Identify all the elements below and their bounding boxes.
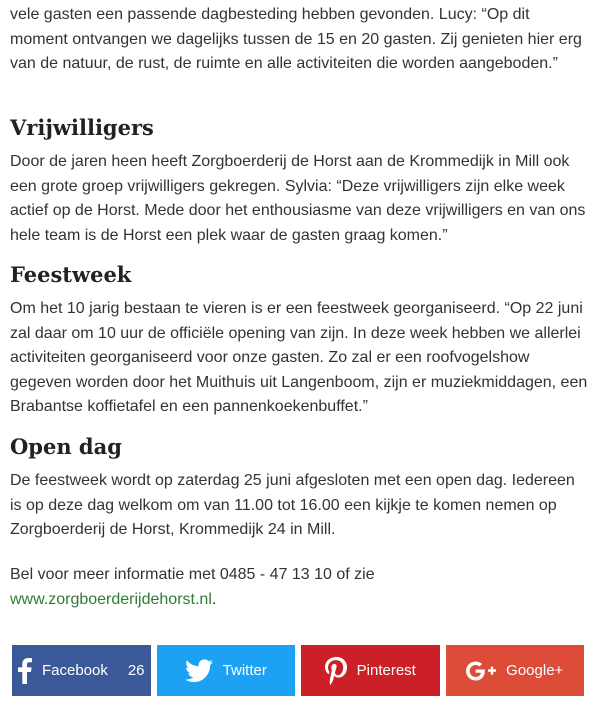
- twitter-icon: [185, 659, 213, 683]
- pinterest-label: Pinterest: [356, 662, 416, 679]
- heading-feestweek: Feestweek: [10, 262, 132, 287]
- contact-suffix: .: [211, 590, 217, 608]
- google-plus-icon: [466, 661, 496, 681]
- contact-paragraph: [10, 563, 585, 612]
- pinterest-share-button[interactable]: [301, 645, 440, 696]
- facebook-share-button[interactable]: [12, 645, 151, 696]
- googleplus-label: Google+: [506, 662, 564, 679]
- facebook-icon: [18, 658, 32, 684]
- heading-open-dag: Open dag: [10, 434, 122, 459]
- twitter-share-button[interactable]: [157, 645, 296, 696]
- paragraph-feestweek: Om het 10 jarig bestaan te vieren is er een feestweek georganiseerd. “Op 22 juni zal daar om 10 uur de officiële opening van zijn. In deze week hebben we allerlei activiteiten georganiseerd voor onze gasten. Zo zal er een roofvogelshow gegeven worden door het Muithuis uit Langenboom, zijn er muziekmiddagen, een Brabantse koffietafel en een pannenkoekenbuffet.”: [10, 300, 588, 415]
- facebook-share-count: 26: [127, 662, 145, 679]
- website-link[interactable]: www.zorgboerderijdehorst.nl: [10, 590, 212, 608]
- heading-vrijwilligers: Vrijwilligers: [10, 115, 154, 140]
- googleplus-share-button[interactable]: [446, 645, 585, 696]
- facebook-label: Facebook: [41, 662, 108, 679]
- contact-text: Bel voor meer informatie met 0485 - 47 13 10 of zie: [10, 566, 375, 583]
- intro-paragraph: vele gasten een passende dagbesteding hebben gevonden. Lucy: “Op dit moment ontvangen we dagelijks tussen de 15 en 20 gasten. Zij genieten hier erg van de natuur, de rust, de ruimte en alle activiteiten die worden aangeboden.”: [10, 6, 582, 72]
- paragraph-open-dag: De feestweek wordt op zaterdag 25 juni afgesloten met een open dag. Iedereen is op deze dag welkom om van 11.00 tot 16.00 een kijkje te komen nemen op Zorgboerderij de Horst, Krommedijk 24 in Mill.: [10, 472, 575, 538]
- twitter-label: Twitter: [222, 662, 267, 679]
- share-buttons: [12, 645, 584, 696]
- pinterest-icon: [325, 657, 347, 685]
- paragraph-vrijwilligers: Door de jaren heen heeft Zorgboerderij de Horst aan de Krommedijk in Mill ook een grote groep vrijwilligers gekregen. Sylvia: “Deze vrijwilligers zijn elke week actief op de Horst. Mede door het enthousiasme van deze vrijwilligers en van ons hele team is de Horst een plek waar de gasten graag komen.”: [10, 153, 586, 244]
